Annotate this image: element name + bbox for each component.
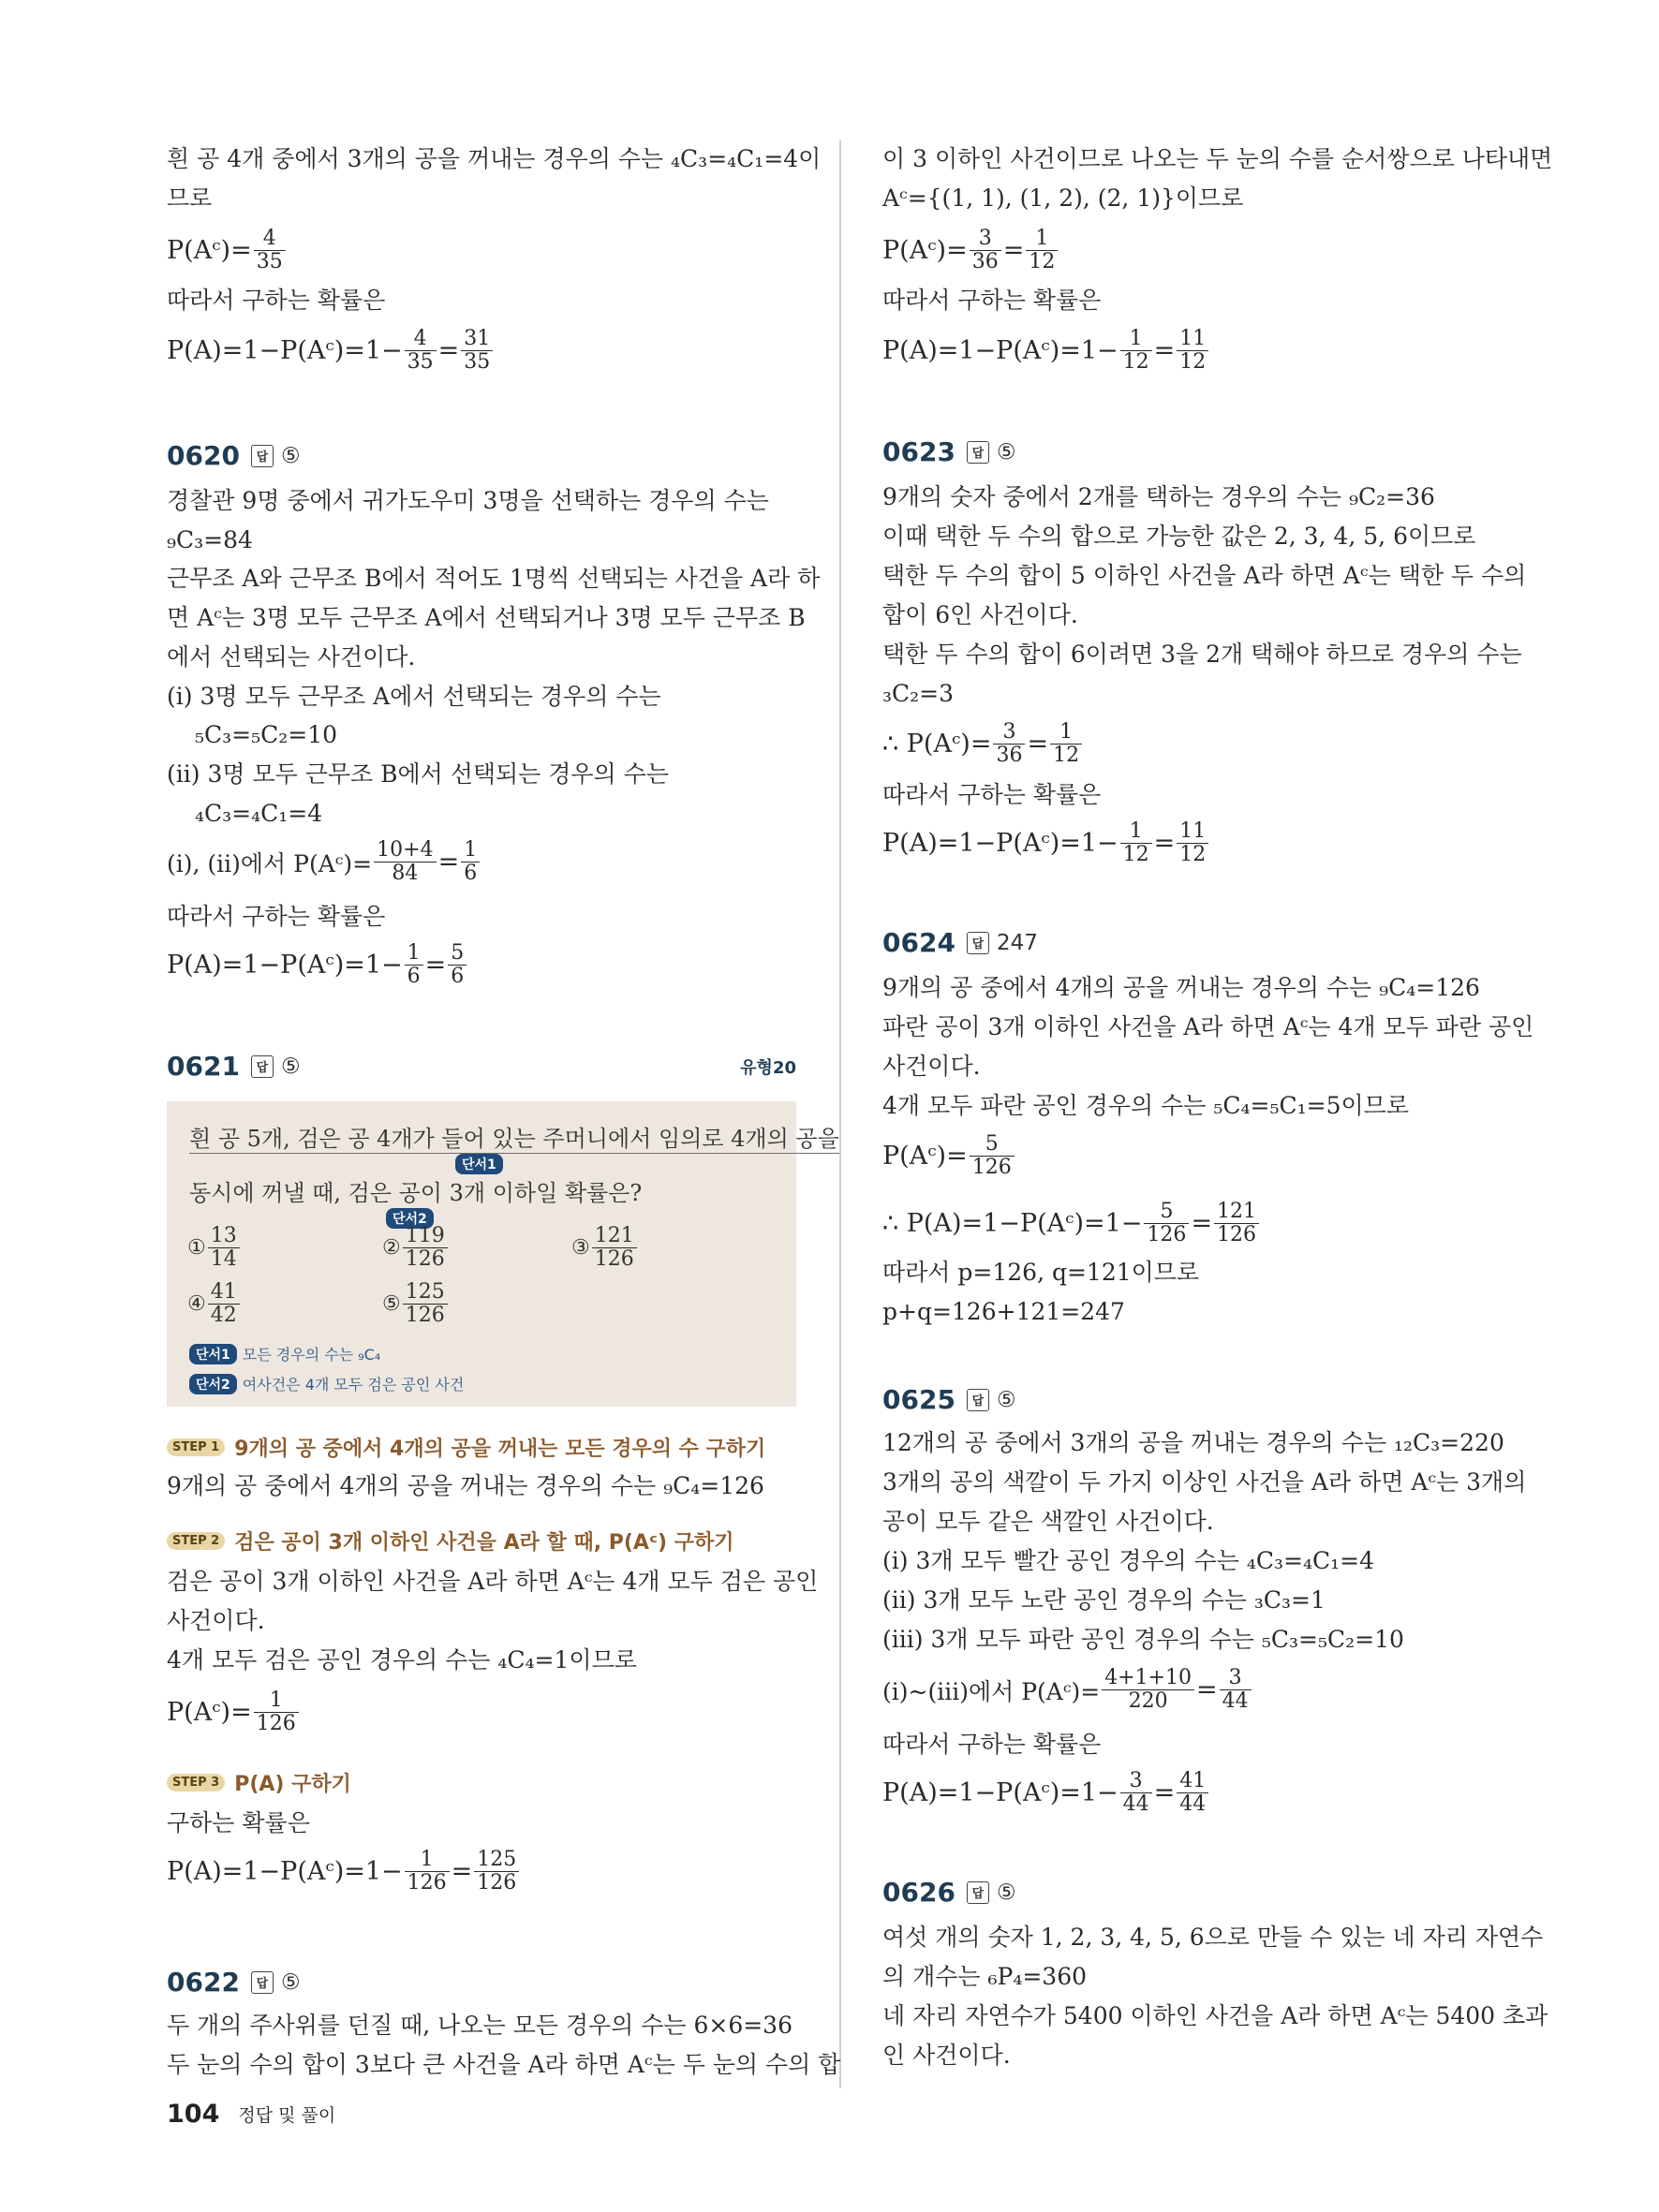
- text-line: 택한 두 수의 합이 6이려면 3을 2개 택해야 하므로 경우의 수는: [882, 641, 1522, 668]
- text-line: 흰 공 4개 중에서 3개의 공을 꺼내는 경우의 수는 ₄C₃=₄C₁=4이: [167, 145, 822, 172]
- text-line: 경찰관 9명 중에서 귀가도우미 3명을 선택하는 경우의 수는: [167, 487, 769, 514]
- equation: ∴ P(A)=1−P(Aᶜ)=1− $\frac{5}{126}$ = $\frac{121}{126}$: [882, 1201, 1261, 1246]
- text-line: ₃C₂=3: [882, 680, 955, 707]
- text-line: 므로: [167, 184, 213, 212]
- text-line: 따라서 구하는 확률은: [167, 903, 386, 930]
- step-2-heading: STEP 2 검은 공이 3개 이하인 사건을 A라 할 때, P(Aᶜ) 구하기: [167, 1526, 734, 1556]
- problem-header-0624: 0624 답 247: [882, 927, 1038, 958]
- fraction: $\frac{5}{6}$: [448, 942, 467, 988]
- step-1-heading: STEP 1 9개의 공 중에서 4개의 공을 꺼내는 모든 경우의 수 구하기: [167, 1433, 765, 1462]
- equation: P(Aᶜ)= $\frac{3}{36}$ = $\frac{1}{12}$: [882, 228, 1059, 273]
- text-line: ₄C₃=₄C₁=4: [195, 800, 323, 827]
- problem-text: 동시에 꺼낼 때, 검은 공이 3개 이하일 확률은?: [189, 1180, 643, 1206]
- equation: ∴ P(Aᶜ)= $\frac{3}{36}$ = $\frac{1}{12}$: [882, 721, 1084, 767]
- text-line: 면 Aᶜ는 3명 모두 근무조 A에서 선택되거나 3명 모두 근무조 B: [167, 604, 806, 631]
- text-line: 12개의 공 중에서 3개의 공을 꺼내는 경우의 수는 ₁₂C₃=220: [882, 1429, 1504, 1456]
- hint-1: 단서1 모든 경우의 수는 ₉C₄: [189, 1343, 380, 1364]
- text-line: 합이 6인 사건이다.: [882, 601, 1078, 628]
- text-line: 두 눈의 수의 합이 3보다 큰 사건을 A라 하면 Aᶜ는 두 눈의 수의 합: [167, 2051, 841, 2078]
- problem-header-0620: 0620 답 ⑤: [167, 440, 301, 471]
- text-line: 사건이다.: [167, 1607, 265, 1634]
- fraction: $\frac{1}{6}$: [461, 839, 480, 885]
- answer-icon: 답: [251, 1055, 274, 1078]
- text-line: 검은 공이 3개 이하인 사건을 A라 하면 Aᶜ는 4개 모두 검은 공인: [167, 1568, 819, 1595]
- text-line: 에서 선택되는 사건이다.: [167, 643, 416, 671]
- hint-tag-1: 단서1: [455, 1154, 503, 1174]
- answer-icon: 답: [967, 1881, 989, 1904]
- text-line: 이 3 이하인 사건이므로 나오는 두 눈의 수를 순서쌍으로 나타내면: [882, 145, 1553, 172]
- problem-header-0621: 0621 답 ⑤: [167, 1051, 301, 1082]
- problem-header-0625: 0625 답 ⑤: [882, 1384, 1016, 1415]
- equation: P(A)=1−P(Aᶜ)=1− $\frac{1}{12}$ = $\frac{11}{12}$: [882, 328, 1210, 374]
- text-line: Aᶜ={(1, 1), (1, 2), (2, 1)}이므로: [882, 184, 1244, 212]
- hint-2: 단서2 여사건은 4개 모두 검은 공인 사건: [189, 1373, 464, 1394]
- choice-5[interactable]: ⑤ $\frac{125}{126}$: [382, 1281, 450, 1327]
- text-line: 인 사건이다.: [882, 2042, 1011, 2069]
- text-line: 구하는 확률은: [167, 1809, 310, 1836]
- equation: (i), (ii)에서 P(Aᶜ)= $\frac{10+4}{84}$ = $\frac{1}{6}$: [167, 839, 481, 885]
- text-line: 두 개의 주사위를 던질 때, 나오는 모든 경우의 수는 6×6=36: [167, 2012, 792, 2039]
- text-line: 이때 택한 두 수의 합으로 가능한 값은 2, 3, 4, 5, 6이므로: [882, 523, 1476, 550]
- text-line: ₉C₃=84: [167, 526, 253, 553]
- text-line: 파란 공이 3개 이하인 사건을 A라 하면 Aᶜ는 4개 모두 파란 공인: [882, 1013, 1534, 1040]
- text-line: 3개의 공의 색깔이 두 가지 이상인 사건을 A라 하면 Aᶜ는 3개의: [882, 1468, 1527, 1496]
- text-line: 따라서 구하는 확률은: [882, 781, 1102, 808]
- answer-icon: 답: [251, 1971, 274, 1994]
- text-line: 9개의 공 중에서 4개의 공을 꺼내는 경우의 수는 ₉C₄=126: [167, 1472, 764, 1499]
- answer-icon: 답: [967, 932, 989, 954]
- text-line: p+q=126+121=247: [882, 1298, 1125, 1325]
- choice-4[interactable]: ④ $\frac{41}{42}$: [187, 1281, 242, 1327]
- text-line: 택한 두 수의 합이 5 이하인 사건을 A라 하면 Aᶜ는 택한 두 수의: [882, 562, 1527, 589]
- text-line: 9개의 숫자 중에서 2개를 택하는 경우의 수는 ₉C₂=36: [882, 483, 1435, 510]
- text-line: 9개의 공 중에서 4개의 공을 꺼내는 경우의 수는 ₉C₄=126: [882, 974, 1480, 1001]
- text-line: 네 자리 자연수가 5400 이하인 사건을 A라 하면 Aᶜ는 5400 초과: [882, 2002, 1548, 2029]
- text-line: 따라서 구하는 확률은: [167, 287, 386, 314]
- answer-icon: 답: [967, 441, 989, 464]
- text-line: (i) 3명 모두 근무조 A에서 선택되는 경우의 수는: [167, 683, 661, 710]
- equation: P(Aᶜ)= $\frac{4}{35}$: [167, 228, 288, 273]
- text-line: 따라서 구하는 확률은: [882, 1731, 1102, 1758]
- text-line: (ii) 3개 모두 노란 공인 경우의 수는 ₃C₃=1: [882, 1586, 1326, 1614]
- choice-2[interactable]: ② $\frac{119}{126}$: [382, 1225, 450, 1271]
- choice-3[interactable]: ③ $\frac{121}{126}$: [571, 1225, 639, 1271]
- text-line: (ii) 3명 모두 근무조 B에서 선택되는 경우의 수는: [167, 760, 669, 788]
- problem-header-0623: 0623 답 ⑤: [882, 436, 1016, 467]
- page-number: 104: [167, 2100, 220, 2129]
- problem-text: 흰 공 5개, 검은 공 4개가 들어 있는 주머니에서 임의로 4개의 공을: [189, 1120, 839, 1154]
- text-line: 여섯 개의 숫자 1, 2, 3, 4, 5, 6으로 만들 수 있는 네 자리 자연수: [882, 1924, 1544, 1951]
- text-line: 사건이다.: [882, 1053, 981, 1080]
- text-line: (iii) 3개 모두 파란 공인 경우의 수는 ₅C₃=₅C₂=10: [882, 1626, 1404, 1653]
- text-line: 의 개수는 ₆P₄=360: [882, 1963, 1088, 1990]
- fraction: $\frac{4}{35}$: [405, 328, 437, 374]
- equation: P(Aᶜ)= $\frac{5}{126}$: [882, 1133, 1016, 1179]
- equation: P(A)=1−P(Aᶜ)=1− $\frac{4}{35}$ = $\frac{31}{35}$: [167, 328, 495, 374]
- text-line: 따라서 p=126, q=121이므로: [882, 1259, 1200, 1286]
- text-line: 4개 모두 검은 공인 경우의 수는 ₄C₄=1이므로: [167, 1646, 637, 1674]
- answer-icon: 답: [251, 445, 274, 467]
- equation: P(A)=1−P(Aᶜ)=1− $\frac{1}{12}$ = $\frac{11}{12}$: [882, 820, 1210, 866]
- choice-1[interactable]: ① $\frac{13}{14}$: [187, 1225, 242, 1271]
- text-line: 4개 모두 파란 공인 경우의 수는 ₅C₄=₅C₁=5이므로: [882, 1092, 1409, 1119]
- problem-header-0622: 0622 답 ⑤: [167, 1967, 301, 1998]
- answer-icon: 답: [967, 1389, 989, 1411]
- hint-tag-2: 단서2: [386, 1208, 434, 1229]
- fraction: $\frac{10+4}{84}$: [374, 839, 436, 885]
- page-footer: [167, 2100, 335, 2129]
- equation: P(Aᶜ)= $\frac{1}{126}$: [167, 1689, 301, 1735]
- text-line: 공이 모두 같은 색깔인 사건이다.: [882, 1508, 1214, 1535]
- type-label: 유형20: [740, 1058, 796, 1078]
- problem-box: [167, 1101, 839, 1407]
- problem-header-0626: 0626 답 ⑤: [882, 1877, 1016, 1908]
- fraction: $\frac{31}{35}$: [461, 328, 493, 374]
- equation: (i)~(iii)에서 P(Aᶜ)= $\frac{4+1+10}{220}$ = $\frac{3}{44}$: [882, 1667, 1253, 1713]
- text-line: 근무조 A와 근무조 B에서 적어도 1명씩 선택되는 사건을 A라 하: [167, 565, 821, 592]
- column-divider: [839, 140, 841, 2088]
- fraction: $\frac{1}{6}$: [405, 942, 423, 988]
- text-line: ₅C₃=₅C₂=10: [195, 721, 338, 748]
- fraction: $\frac{4}{35}$: [254, 228, 286, 273]
- step-3-heading: STEP 3 P(A) 구하기: [167, 1768, 351, 1797]
- footer-label: 정답 및 풀이: [238, 2105, 336, 2126]
- equation: P(A)=1−P(Aᶜ)=1− $\frac{1}{6}$ = $\frac{5}{6}$: [167, 942, 468, 988]
- equation: P(A)=1−P(Aᶜ)=1− $\frac{3}{44}$ = $\frac{41}{44}$: [882, 1770, 1210, 1816]
- text-line: 따라서 구하는 확률은: [882, 287, 1102, 314]
- equation: P(A)=1−P(Aᶜ)=1− $\frac{1}{126}$ = $\frac{125}{126}$: [167, 1849, 521, 1895]
- text-line: (i) 3개 모두 빨간 공인 경우의 수는 ₄C₃=₄C₁=4: [882, 1547, 1374, 1574]
